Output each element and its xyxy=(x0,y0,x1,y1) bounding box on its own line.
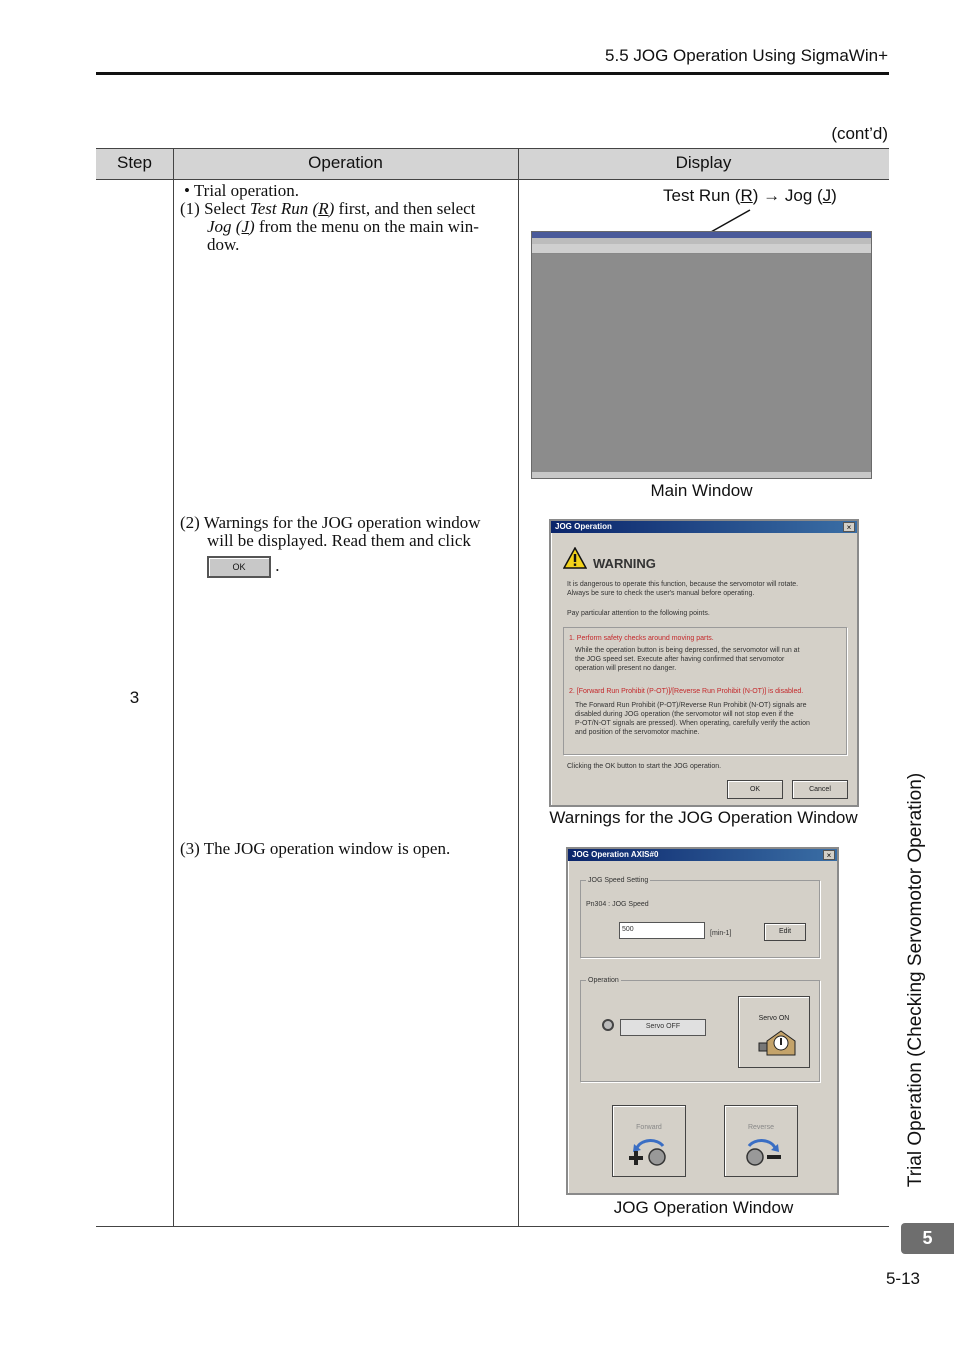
speed-param-label: Pn304 : JOG Speed xyxy=(586,901,649,908)
edit-button[interactable]: Edit xyxy=(764,923,806,941)
speed-setting-group xyxy=(580,880,820,958)
header-rule xyxy=(96,72,889,75)
jog-dialog-screenshot xyxy=(566,847,839,1195)
main-window-caption: Main Window xyxy=(650,481,753,500)
speed-group-label: JOG Speed Setting xyxy=(588,877,649,884)
op2-line2: will be displayed. Read them and click xyxy=(207,531,471,550)
col-step-header: Step xyxy=(117,153,152,172)
servo-on-label: Servo ON xyxy=(758,1015,790,1022)
operation-group-label: Operation xyxy=(588,977,619,984)
warning-dialog-title: JOG Operation xyxy=(551,521,857,533)
close-icon: × xyxy=(843,522,855,532)
warning-item1-title: 1. Perform safety checks around moving parts. xyxy=(569,635,714,642)
op2-line3: OK . xyxy=(180,556,510,578)
ok-button-illustration: OK xyxy=(207,556,271,578)
reverse-rotate-icon xyxy=(739,1134,785,1168)
page-number: 5-13 xyxy=(885,1269,920,1288)
main-window-screenshot xyxy=(531,231,872,479)
close-icon: × xyxy=(823,850,835,860)
operation-2 xyxy=(180,514,510,578)
warning-heading: WARNING xyxy=(593,556,656,571)
cancel-button[interactable]: Cancel xyxy=(792,780,848,799)
warning-p1a: It is dangerous to operate this function, because the servomotor will rotate. xyxy=(567,581,799,588)
ok-button[interactable]: OK xyxy=(727,780,783,799)
warning-p1b: Always be sure to check the user's manual before operating. xyxy=(567,590,755,597)
column-divider xyxy=(518,149,519,1226)
warning-footer: Clicking the OK button to start the JOG operation. xyxy=(567,763,722,770)
running-header: 5.5 JOG Operation Using SigmaWin+ xyxy=(605,46,888,65)
warning-item1-a: While the operation button is being depressed, the servomotor will run at xyxy=(575,647,800,654)
servo-on-button[interactable] xyxy=(738,996,810,1068)
warning-item2-d: and position of the servomotor machine. xyxy=(575,729,700,736)
warning-item1-b: the JOG speed set. Execute after having confirmed that servomotor xyxy=(575,656,785,663)
op2-line1: (2) Warnings for the JOG operation window xyxy=(180,513,481,532)
servo-status-lamp-icon xyxy=(602,1019,614,1031)
forward-rotate-icon xyxy=(627,1134,673,1168)
warning-item2-a: The Forward Run Prohibit (P-OT)/Reverse Run Prohibit (N-OT) signals are xyxy=(575,702,807,709)
col-operation-header: Operation xyxy=(308,153,383,172)
step-number: 3 xyxy=(129,688,140,707)
operation-3: (3) The JOG operation window is open. xyxy=(180,839,451,858)
op1-line2: Jog (J) from the menu on the main win- xyxy=(207,217,479,236)
col-display-header: Display xyxy=(675,153,732,172)
forward-label: Forward xyxy=(636,1124,662,1131)
jog-window-caption: JOG Operation Window xyxy=(613,1198,794,1217)
reverse-label: Reverse xyxy=(747,1124,775,1131)
op1-line1: (1) Select Test Run (R) first, and then select xyxy=(180,199,476,218)
jog-dialog-title: JOG Operation AXIS#0 xyxy=(568,849,837,861)
op1-line3: dow. xyxy=(207,235,240,254)
bullet-trial: • Trial operation. xyxy=(184,181,300,200)
servo-status-field: Servo OFF xyxy=(620,1019,706,1036)
chapter-side-title: Trial Operation (Checking Servomotor Operation) xyxy=(905,772,926,1188)
warnings-caption: Warnings for the JOG Operation Window xyxy=(549,808,858,827)
servo-motor-icon xyxy=(757,1027,797,1059)
column-divider xyxy=(173,149,174,1226)
warning-item1-c: operation will present no danger. xyxy=(575,665,677,672)
warning-p2: Pay particular attention to the following points. xyxy=(567,610,710,617)
main-window-statusbar xyxy=(532,472,871,478)
table-header xyxy=(96,149,889,180)
jog-speed-input[interactable]: 500 xyxy=(619,922,705,939)
warning-item2-b: disabled during JOG operation (the servomotor will not stop even if the xyxy=(575,711,794,718)
warning-item2-title: 2. [Forward Run Prohibit (P-OT)]/[Reverse Run Prohibit (N-OT)] is disabled. xyxy=(569,688,804,695)
warning-icon xyxy=(563,547,587,569)
chapter-number-tab: 5 xyxy=(901,1223,954,1254)
continued-label: (cont’d) xyxy=(831,124,888,143)
warning-dialog-screenshot xyxy=(549,519,859,807)
warning-item2-c: P-OT/N-OT signals are pressed). When operating, carefully verify the action xyxy=(575,720,810,727)
menu-path: Test Run (R) → Jog (J) xyxy=(663,186,837,205)
forward-button[interactable] xyxy=(612,1105,686,1177)
reverse-button[interactable] xyxy=(724,1105,798,1177)
operation-1 xyxy=(180,182,510,254)
speed-unit: [min-1] xyxy=(710,930,732,937)
main-window-toolbar xyxy=(532,244,871,254)
